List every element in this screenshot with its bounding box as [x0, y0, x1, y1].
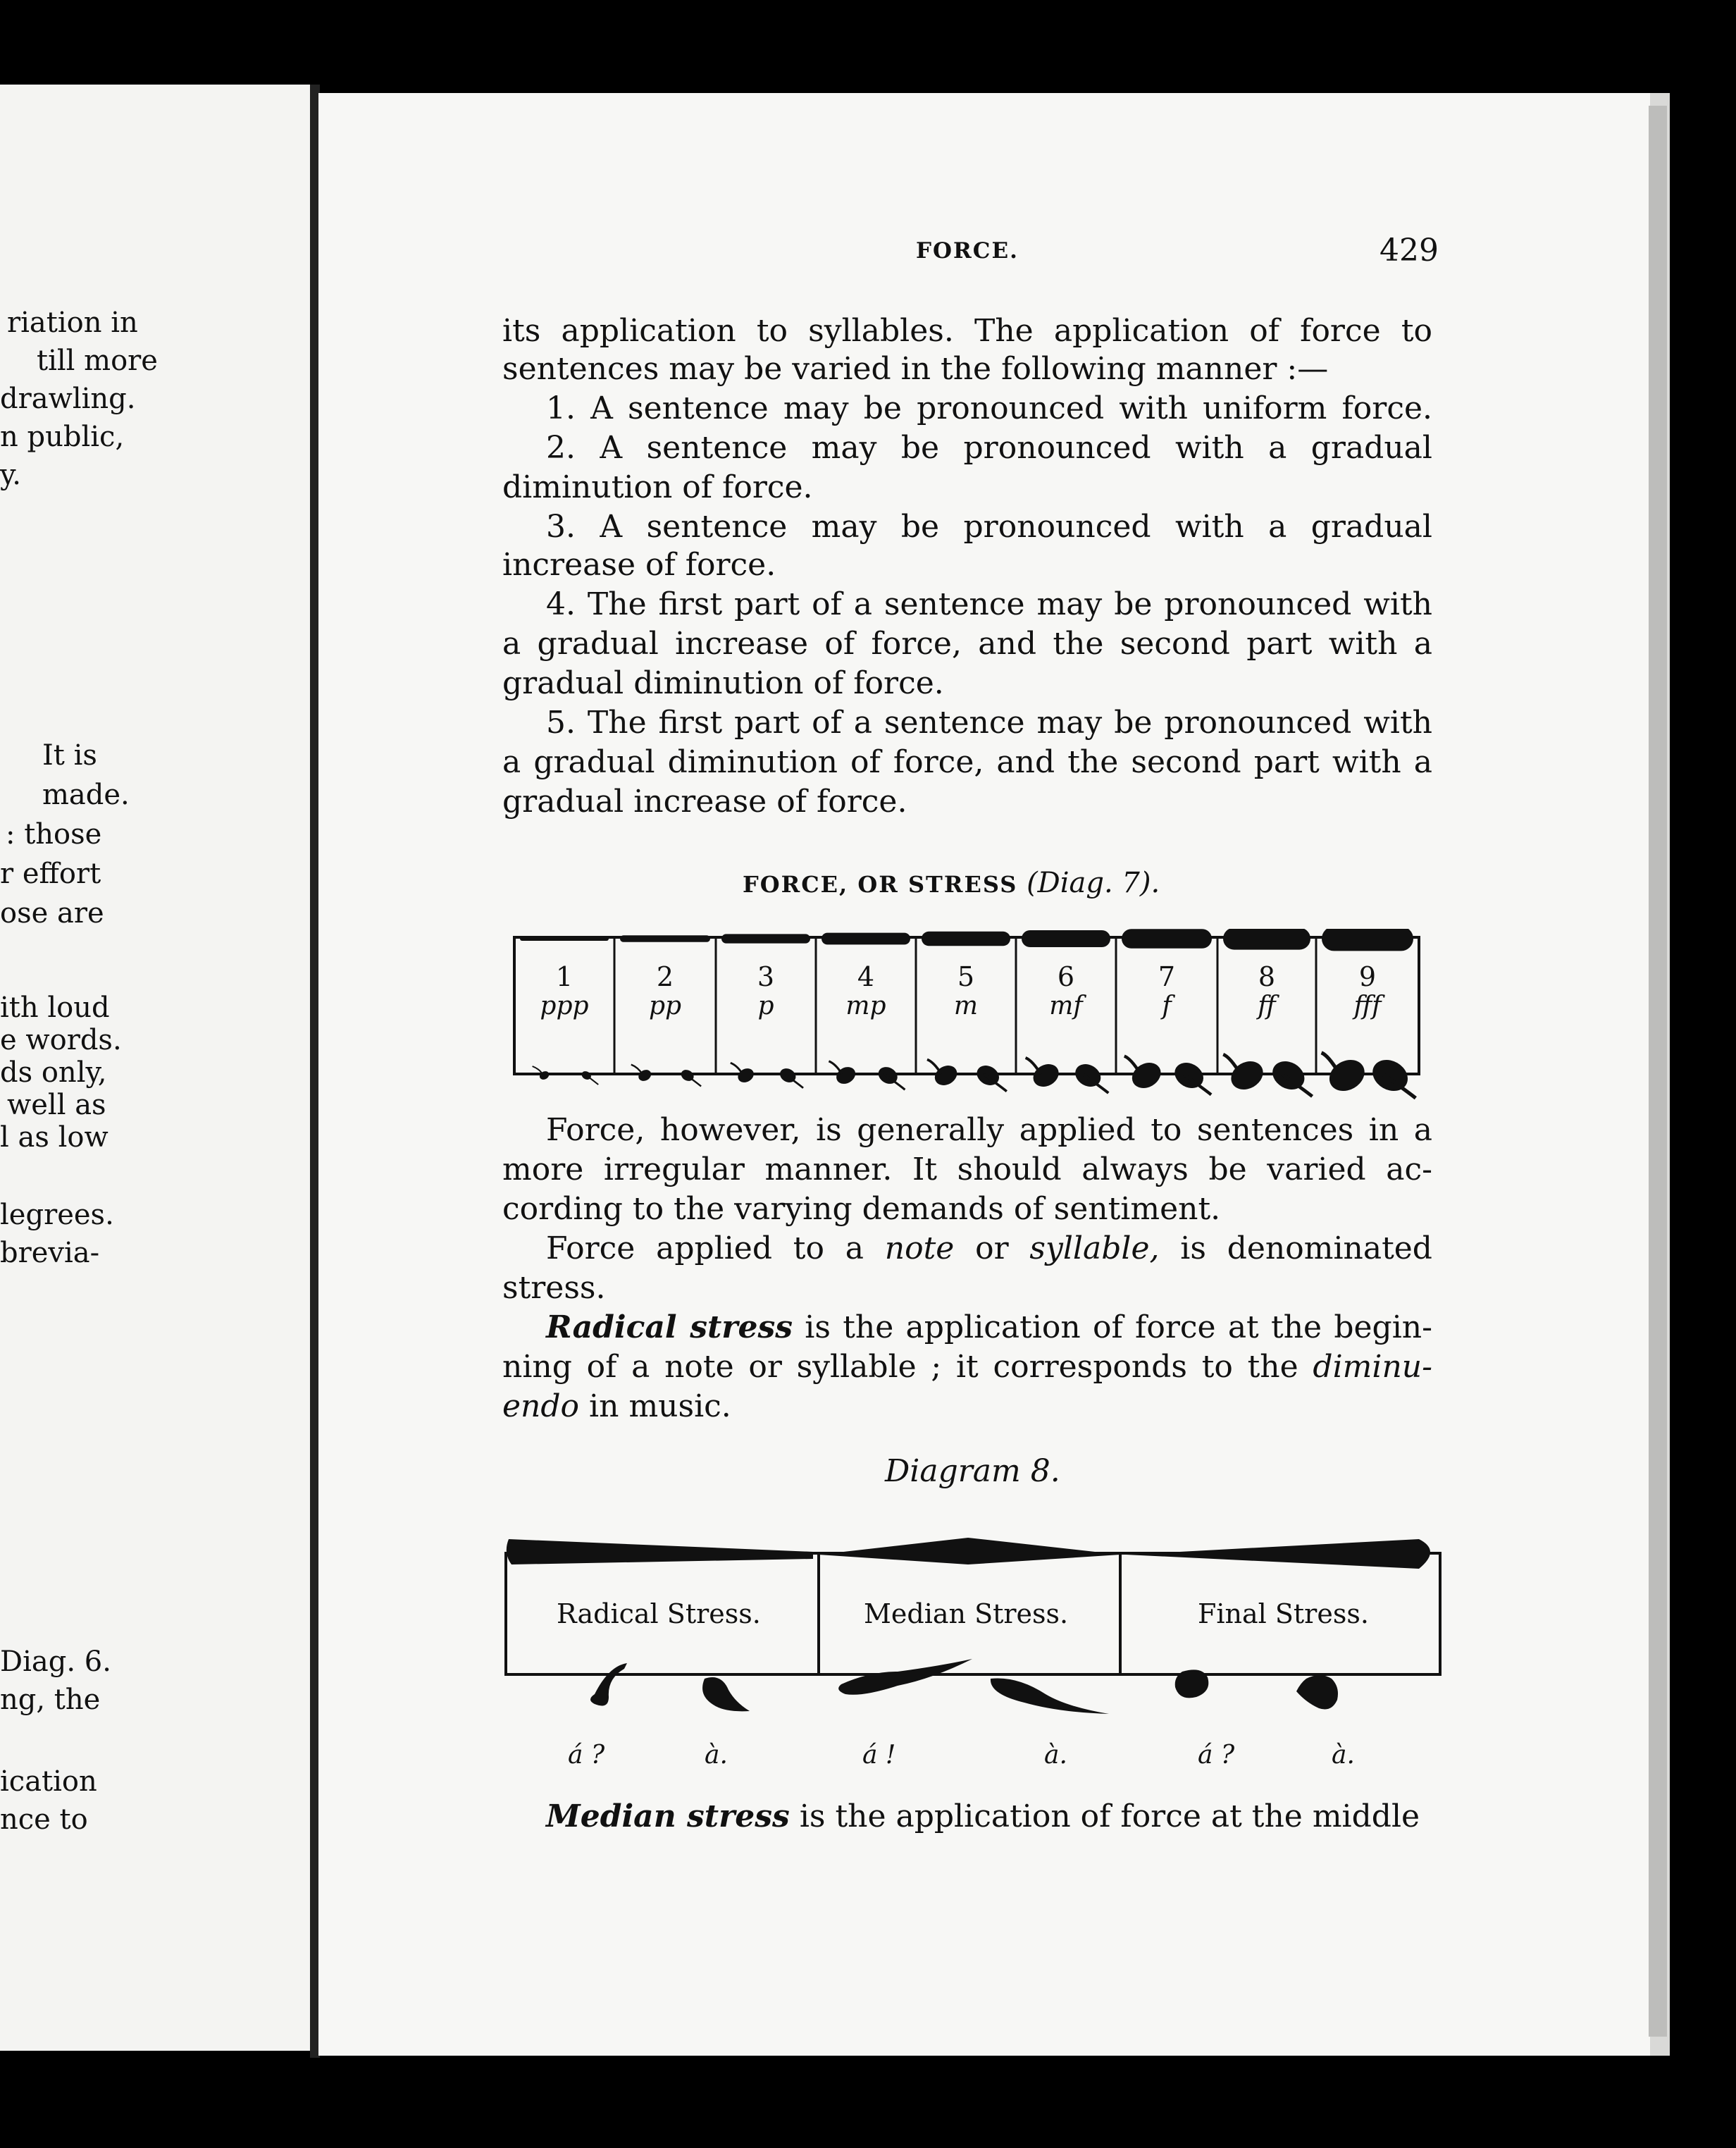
text-span: Force applied to a: [546, 1230, 864, 1266]
note-tail: [631, 1065, 643, 1074]
text-line: [546, 1230, 1432, 1266]
left-fragment: nce to: [0, 1803, 88, 1836]
dynamic-marking: ff: [1258, 991, 1276, 1020]
note-tail: [731, 1063, 743, 1074]
diagram7-caption-main: FORCE, OR STRESS: [743, 871, 1018, 898]
left-fragment: ose are: [0, 897, 104, 930]
list-item: a gradual diminution of force, and the second part with a: [502, 744, 1432, 780]
dynamic-marking: f: [1162, 991, 1172, 1020]
left-fragment: made.: [42, 779, 130, 811]
dynamic-marking: ppp: [540, 991, 589, 1020]
term: Radical stress: [546, 1309, 793, 1345]
force-level-cell: [1016, 963, 1116, 1020]
list-item: increase of force.: [502, 547, 776, 583]
note-tail: [1223, 1054, 1240, 1074]
force-level-number: 9: [1358, 961, 1377, 992]
diagram7-caption-ref: (Diag. 7).: [1027, 867, 1160, 899]
dynamic-marking: fff: [1353, 991, 1382, 1020]
force-level-number: 6: [1057, 961, 1075, 992]
left-fragment: y.: [0, 459, 21, 491]
dynamic-marking: mf: [1049, 991, 1083, 1020]
text-span: syllable,: [1029, 1230, 1160, 1266]
force-bar: [520, 937, 609, 941]
text-line: stress.: [502, 1270, 606, 1306]
dynamic-marking: mp: [845, 991, 886, 1020]
force-level-cell: [1316, 963, 1419, 1020]
text-line: Force, however, is generally applied to sentences in a: [546, 1112, 1432, 1148]
diagram7-caption: [743, 867, 1160, 899]
force-bar: [1223, 929, 1310, 950]
text-line: [502, 1349, 1432, 1385]
term: Median stress: [546, 1798, 790, 1834]
text-span: is the application of force at the middle: [799, 1798, 1420, 1834]
force-bar: [822, 933, 910, 945]
force-level-cell: [1217, 963, 1316, 1020]
left-fragment: ds only,: [0, 1056, 107, 1089]
final-stress-bar: [1126, 1539, 1430, 1569]
force-level-number: 1: [555, 961, 574, 992]
force-bar: [1122, 929, 1212, 949]
left-fragment: l as low: [0, 1121, 108, 1154]
list-item: 1. A sentence may be pronounced with uniform force.: [546, 390, 1432, 426]
force-level-cell: [716, 963, 816, 1020]
text-span: note: [884, 1230, 955, 1266]
left-fragment: Diag. 6.: [0, 1646, 111, 1678]
text-span: ning of a note or syllable ; it corresponds to the: [502, 1349, 1298, 1385]
list-item: gradual increase of force.: [502, 784, 907, 820]
text-span: is denominated: [1180, 1230, 1432, 1266]
list-item: 5. The first part of a sentence may be pronounced with: [546, 705, 1432, 741]
list-item: a gradual increase of force, and the second part with a: [502, 626, 1432, 662]
note-tail: [1026, 1058, 1041, 1074]
diagram-stress-types: [503, 1528, 1444, 1746]
text-line: [546, 1309, 1432, 1345]
left-fragment: r effort: [0, 858, 101, 890]
force-bar: [922, 932, 1010, 946]
dynamic-marking: m: [953, 991, 979, 1020]
text-line: cording to the varying demands of sentiment.: [502, 1191, 1221, 1227]
note-tail: [927, 1059, 941, 1074]
force-level-cell: [1116, 963, 1217, 1020]
force-level-number: 5: [957, 961, 975, 992]
dynamic-marking: p: [757, 991, 774, 1020]
final-stress-label: Final Stress.: [1198, 1598, 1369, 1629]
left-fragment: : those: [6, 818, 102, 851]
force-bar: [721, 934, 810, 943]
text-span: is the application of force at the begin-: [805, 1309, 1432, 1345]
text-line: sentences may be varied in the following manner :—: [502, 351, 1329, 387]
median-stress-bar: [819, 1538, 1120, 1564]
accent-mark: á ?: [1198, 1741, 1235, 1770]
radical-stress-bar: [507, 1539, 813, 1564]
left-fragment: till more: [37, 345, 158, 377]
term: diminu-: [1313, 1349, 1432, 1385]
note-tail: [829, 1061, 842, 1074]
list-item: diminution of force.: [502, 469, 813, 505]
left-fragment: ication: [0, 1765, 97, 1798]
list-item: gradual diminution of force.: [502, 665, 944, 701]
force-level-number: 3: [757, 961, 775, 992]
text-span: in music.: [589, 1388, 731, 1424]
force-level-cell: [514, 963, 614, 1020]
accent-mark: á ?: [568, 1741, 605, 1770]
note-tail: [1124, 1056, 1141, 1074]
page-edge: [1649, 106, 1667, 2037]
list-item: 4. The first part of a sentence may be pronounced with: [546, 586, 1432, 622]
running-head: FORCE.: [916, 238, 1019, 264]
force-level-cell: [816, 963, 916, 1020]
text-line: its application to syllables. The application of force to: [502, 313, 1432, 349]
force-bar: [1022, 930, 1110, 947]
page-number: 429: [1380, 233, 1439, 268]
dynamic-marking: pp: [648, 991, 682, 1020]
force-level-number: 7: [1158, 961, 1176, 992]
diagram8-drawing: [503, 1528, 1444, 1746]
left-fragment: brevia-: [0, 1237, 100, 1269]
left-fragment: riation in: [7, 307, 138, 339]
accent-mark: á !: [862, 1741, 896, 1770]
force-bar: [620, 935, 710, 942]
left-fragment: n public,: [0, 421, 125, 453]
text-span: or: [975, 1230, 1009, 1266]
force-bar: [1322, 929, 1413, 951]
diagram8-caption: Diagram 8.: [885, 1453, 1060, 1489]
force-level-number: 4: [857, 961, 875, 992]
left-fragment: legrees.: [0, 1199, 114, 1231]
left-fragment: ith loud: [0, 992, 110, 1024]
force-level-cell: [614, 963, 716, 1020]
note-tail: [1322, 1053, 1340, 1074]
force-level-number: 8: [1258, 961, 1276, 992]
text-line: [546, 1798, 1476, 1834]
median-stress-label: Median Stress.: [864, 1598, 1069, 1629]
term: endo: [502, 1388, 580, 1424]
force-level-cell: [916, 963, 1016, 1020]
left-fragment: ng, the: [0, 1684, 101, 1716]
left-page: [0, 85, 310, 2051]
force-level-number: 2: [656, 961, 674, 992]
left-fragment: It is: [42, 739, 97, 772]
text-line: more irregular manner. It should always be varied ac-: [502, 1152, 1432, 1187]
left-fragment: drawling.: [0, 383, 136, 415]
left-fragment: e words.: [0, 1024, 122, 1056]
accent-mark: à.: [1044, 1741, 1067, 1770]
list-item: 2. A sentence may be pronounced with a gradual: [546, 430, 1432, 466]
accent-mark: à.: [1332, 1741, 1355, 1770]
radical-stress-label: Radical Stress.: [557, 1598, 761, 1629]
accent-mark: à.: [705, 1741, 728, 1770]
text-line: [502, 1388, 1432, 1424]
left-fragment: well as: [7, 1089, 106, 1121]
list-item: 3. A sentence may be pronounced with a gradual: [546, 509, 1432, 545]
